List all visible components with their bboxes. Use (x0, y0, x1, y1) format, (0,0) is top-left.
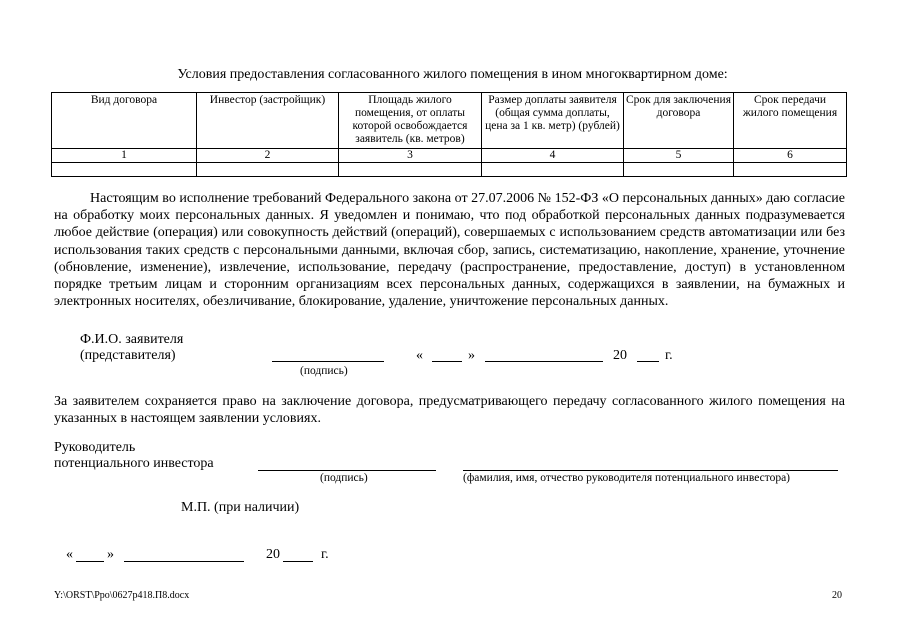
investor-fio-line[interactable] (463, 470, 838, 471)
table-cell: 3 (339, 149, 482, 163)
table-cell[interactable] (624, 163, 734, 177)
investor-label-line1: Руководитель (54, 440, 136, 455)
year-suffix: г. (665, 348, 673, 363)
header-surcharge: Размер доплаты заявителя (общая сумма доплаты, цена за 1 кв. метр) (рублей) (482, 93, 624, 149)
applicant-month-line[interactable] (485, 361, 603, 362)
table-cell: 6 (734, 149, 847, 163)
table-cell[interactable] (482, 163, 624, 177)
table-cell[interactable] (734, 163, 847, 177)
investor-fio-caption: (фамилия, имя, отчество руководителя потенциального инвестора) (463, 472, 791, 484)
table-header-row (52, 93, 847, 149)
investor-signature-caption: (подпись) (320, 472, 368, 484)
year-prefix: 20 (266, 547, 280, 562)
bottom-year-line[interactable] (283, 561, 313, 562)
header-transfer-term: Срок передачи жилого помещения (734, 93, 847, 149)
rights-paragraph: За заявителем сохраняется право на заключение договора, предусматривающего передачу согласованного жилого помещения на указанных в настоящем заявлении условиях. (54, 394, 845, 427)
quote-close: » (107, 547, 114, 562)
stamp-label: М.П. (при наличии) (181, 500, 300, 515)
quote-close: » (468, 348, 475, 363)
table-cell[interactable] (339, 163, 482, 177)
header-investor: Инвестор (застройщик) (197, 93, 339, 149)
table-title: Условия предоставления согласованного жилого помещения в ином многоквартирном доме: (177, 67, 728, 82)
investor-signature-line[interactable] (258, 470, 436, 471)
bottom-month-line[interactable] (124, 561, 244, 562)
table-cell[interactable] (197, 163, 339, 177)
applicant-label-line1: Ф.И.О. заявителя (80, 332, 184, 347)
year-suffix: г. (321, 547, 329, 562)
quote-open: « (66, 547, 73, 562)
table-cell: 2 (197, 149, 339, 163)
applicant-signature-line[interactable] (272, 361, 384, 362)
header-area: Площадь жилого помещения, от оплаты которой освобождается заявитель (кв. метров) (339, 93, 482, 149)
applicant-label-line2: (представителя) (80, 348, 176, 363)
page-number: 20 (832, 590, 842, 601)
applicant-year-line[interactable] (637, 361, 659, 362)
table-empty-row (52, 163, 847, 177)
header-contract-type: Вид договора (52, 93, 197, 149)
table-number-row (52, 149, 847, 163)
header-contract-term: Срок для заключения договора (624, 93, 734, 149)
conditions-table (51, 92, 847, 177)
consent-paragraph: Настоящим во исполнение требований Федерального закона от 27.07.2006 № 152-ФЗ «О персональных данных» даю согласие на обработку моих персональных данных. Я уведомлен и понимаю, что под обработкой персональных данных подразумевается любое действие (операция) или совокупность действий (операций), совершаемых с использованием средств автоматизации или без использования таких средств с персональными данными, включая сбор, запись, систематизацию, накопление, хранение, уточнение (обновление, изменение), извлечение, использование, передачу (распространение, предоставление, доступ) в установленном порядке третьим лицам и сторонним организациям всех персональных данных, содержащихся в заявлении, на бумажных и электронных носителях, обезличивание, блокирование, удаление, уничтожение персональных данных. (54, 191, 845, 310)
table-cell: 1 (52, 149, 197, 163)
quote-open: « (416, 348, 423, 363)
table-cell[interactable] (52, 163, 197, 177)
footer-file-path: Y:\ORST\Ppo\0627p418.П8.docx (54, 590, 190, 601)
table-cell: 5 (624, 149, 734, 163)
table-cell: 4 (482, 149, 624, 163)
investor-label-line2: потенциального инвестора (54, 456, 214, 471)
bottom-day-line[interactable] (76, 561, 104, 562)
applicant-day-line[interactable] (432, 361, 462, 362)
year-prefix: 20 (613, 348, 627, 363)
applicant-signature-caption: (подпись) (300, 365, 348, 377)
